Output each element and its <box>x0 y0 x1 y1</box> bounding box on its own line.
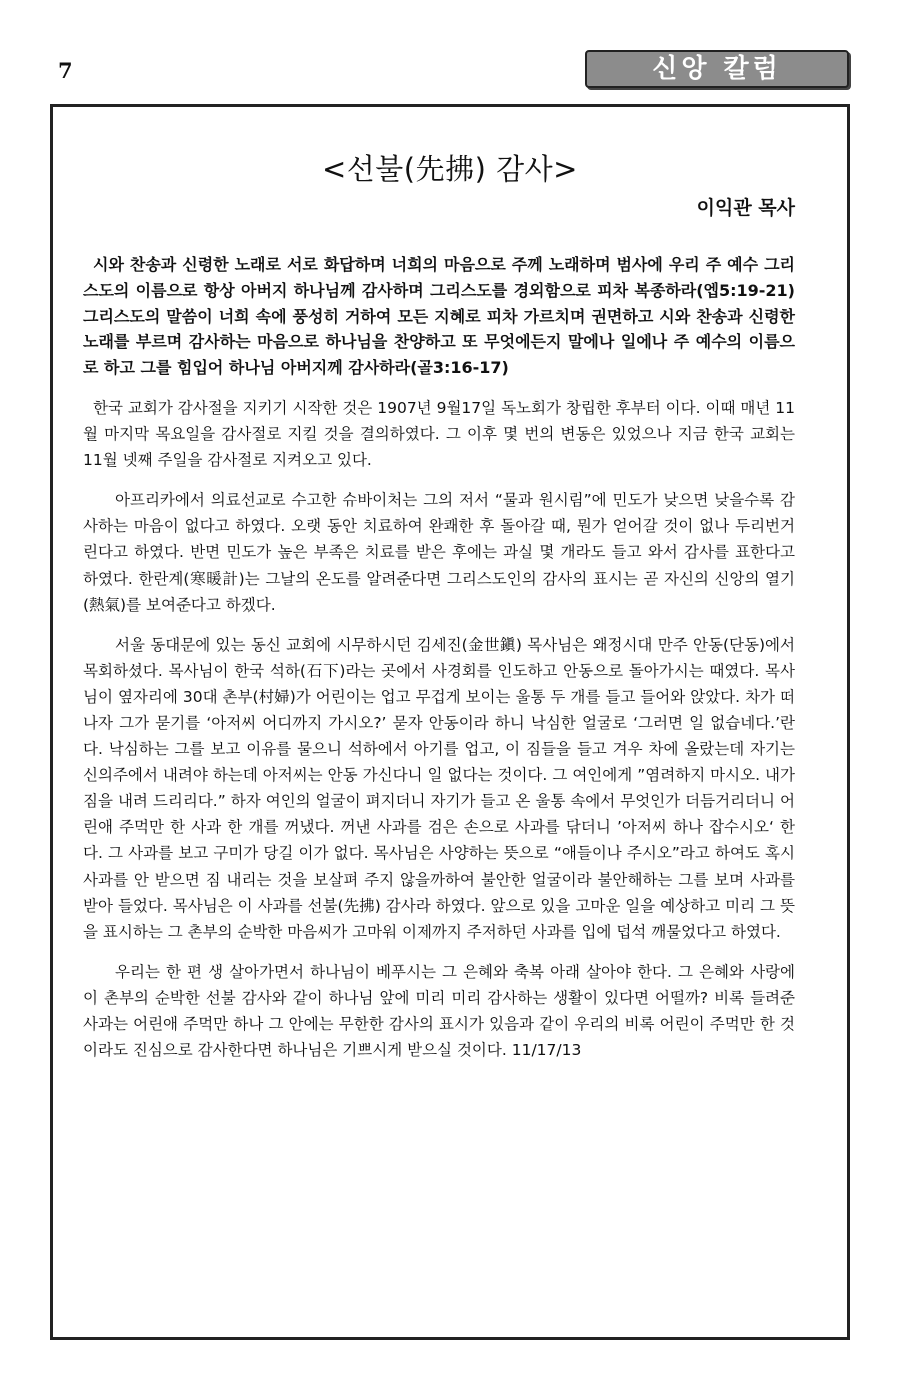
article-author: 이익관 목사 <box>696 197 795 219</box>
paragraph-1: 한국 교회가 감사절을 지키기 시작한 것은 1907년 9월17일 독노회가 창립한 후부터 이다. 이때 매년 11월 마지막 목요일을 감사절로 지킬 것을 결의하였다. 그 이후 몇 번의 변동은 있었으나 지금 한국 교회는 11월 넷째 주일을 감사절로 지켜오고 있다. <box>83 398 795 470</box>
article-body <box>83 252 795 1077</box>
paragraph-3: 서울 동대문에 있는 동신 교회에 시무하시던 김세진(金世鎭) 목사님은 왜정시대 만주 안동(단동)에서 목회하셨다. 목사님이 한국 석하(石下)라는 곳에서 사경회를 인도하고 안동으로 돌아가시는 때였다. 목사님이 옆자리에 30대 촌부(村婦)가 어린이는 업고 무겁게 보이는 울통 두 개를 들고 들어와 앉았다. 차가 떠나자 그가 묻기를 ‘아저씨 어디까지 가시오?’ 묻자 안동이라 하니 낙심한 얼굴로 ‘그러면 일 없습네다.’란다. 낙심하는 그를 보고 이유를 물으니 석하에서 아기를 업고, 이 짐들을 들고 겨우 차에 올랐는데 자기는 신의주에서 내려야 하는데 아저씨는 안동 가신다니 일 없다는 것이다. 그 여인에게 ”염려하지 마시오. 내가 짐을 내려 드리리다.” 하자 여인의 얼굴이 펴지더니 자기가 들고 온 울통 속에서 무엇인가 더듬거리더니 어린애 주먹만 한 사과 한 개를 꺼냈다. 꺼낸 사과를 검은 손으로 사과를 닦더니 ’아저씨 하나 잡수시오‘ 한다. 그 사과를 보고 구미가 당길 이가 없다. 목사님은 사양하는 뜻으로 “애들이나 주시오”라고 하여도 혹시 사과를 안 받으면 짐 내리는 것을 보살펴 주지 않을까하여 불안한 얼굴이라 불안해하는 그를 보며 사과를 받아 들었다. 목사님은 이 사과를 선불(先拂) 감사라 하였다. 앞으로 있을 고마운 일을 예상하고 미리 그 뜻을 표시하는 그 촌부의 순박한 마음씨가 고마워 이제까지 주저하던 사과를 입에 덥석 깨물었다고 하였다. <box>83 635 795 941</box>
article-frame <box>50 104 850 1340</box>
section-badge: 신앙 칼럼 <box>585 50 849 88</box>
article-title: <선불(先拂) 감사> <box>321 152 578 186</box>
paragraph-2: 아프리카에서 의료선교로 수고한 슈바이처는 그의 저서 “물과 원시림”에 민도가 낮으면 낮을수록 감사하는 마음이 없다고 하였다. 오랫 동안 치료하여 완쾌한 후 돌아갈 때, 뭔가 얻어갈 것이 없나 두리번거린다고 하였다. 반면 민도가 높은 부족은 치료를 받은 후에는 과실 몇 개라도 들고 와서 감사를 표한다고 하였다. 한란계(寒暖計)는 그날의 온도를 알려준다면 그리스도인의 감사의 표시는 곧 자신의 신앙의 열기(熱氣)를 보여준다고 하겠다. <box>83 491 795 614</box>
page-number: 7 <box>58 58 73 83</box>
paragraph-4: 우리는 한 편 생 살아가면서 하나님이 베푸시는 그 은혜와 축복 아래 살아야 한다. 그 은혜와 사랑에 이 촌부의 순박한 선불 감사와 같이 하나님 앞에 미리 미리 감사하는 생활이 있다면 어떨까? 비록 들려준 사과는 어린애 주먹만 하나 그 안에는 무한한 감사의 표시가 있음과 같이 우리의 비록 어린이 주먹만 한 것이라도 진심으로 감사한다면 하나님은 기쁘시게 받으실 것이다. 11/17/13 <box>83 962 795 1060</box>
scripture-quote: 시와 찬송과 신령한 노래로 서로 화답하며 너희의 마음으로 주께 노래하며 범사에 우리 주 예수 그리스도의 이름으로 항상 아버지 하나님께 감사하며 그리스도를 경외함으로 피차 복종하라(엡5:19-21)그리스도의 말씀이 너희 속에 풍성히 거하여 모든 지혜로 피차 가르치며 권면하고 시와 찬송과 신령한 노래를 부르며 감사하는 마음으로 하나님을 찬양하고 또 무엇에든지 말에나 일에나 주 예수의 이름으로 하고 그를 힘입어 하나님 아버지께 감사하라(골3:16-17) <box>83 255 795 378</box>
